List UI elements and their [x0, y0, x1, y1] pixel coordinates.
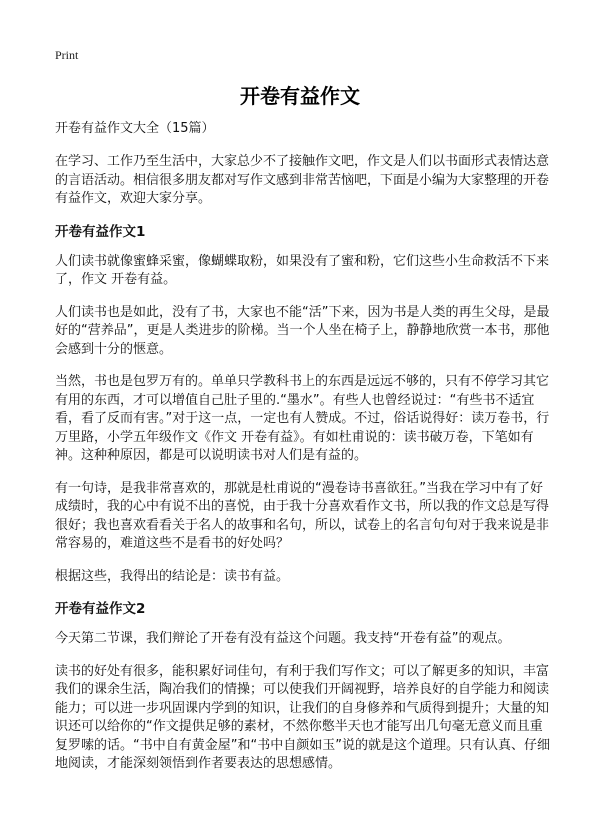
page-title: 开卷有益作文 [240, 84, 360, 108]
intro-paragraph: 在学习、工作乃至生活中，大家总少不了接触作文吧，作文是人们以书面形式表情达意的言语活动。相信很多朋友都对写作文感到非常苦恼吧，下面是小编为大家整理的开卷有益作文，欢迎大家分享。 [55, 154, 550, 206]
document-body [55, 120, 555, 788]
section-heading: 开卷有益作文1 [55, 223, 146, 240]
paragraph: 读书的好处有很多，能积累好词佳句，有利于我们写作文；可以了解更多的知识，丰富我们的课余生活，陶冶我们的情操；可以使我们开阔视野，培养良好的自学能力和阅读能力；可以进一步巩固课内学到的知识，让我们的自身修养和气质得到提升；大量的知识还可以给你的“作文提供足够的素材，不然你憋半天也才能写出几句毫无意义而且重复罗嗦的话。“书中自有黄金屋”和“书中自颜如玉”说的就是这个道理。只有认真、仔细地阅读，才能深刻领悟到作者要表达的思想感情。 [55, 663, 550, 771]
paragraph: 根据这些，我得出的结论是：读书有益。 [55, 568, 290, 584]
paragraph: 今天第二节课，我们辩论了开卷有没有益这个问题。我支持“开卷有益”的观点。 [55, 631, 511, 646]
section-heading: 开卷有益作文2 [55, 601, 146, 617]
document-subtitle: 开卷有益作文大全（15篇） [55, 121, 215, 136]
paragraph: 人们读书就像蜜蜂采蜜，像蝴蝶取粉，如果没有了蜜和粉，它们这些小生命救活不下来了，作文 开卷有益。 [55, 253, 550, 287]
paragraph: 人们读书也是如此，没有了书，大家也不能“活”下来，因为书是人类的再生父母，是最好的“营养品”，更是人类进步的阶梯。当一个人坐在椅子上，静静地欣赏一本书，那他会感到十分的惬意。 [55, 304, 550, 357]
paragraph: 有一句诗，是我非常喜欢的，那就是杜甫说的“漫卷诗书喜欲狂。”当我在学习中有了好成绩时，我的心中有说不出的喜悦，由于我十分喜欢看作文书，所以我的作文总是写得很好；我也喜欢看看关于名人的故事和名句，所以，试卷上的名言句句对于我来说是非常容易的，难道这些不是看书的好处吗？ [55, 480, 550, 551]
paragraph: 当然，书也是包罗万有的。单单只学教科书上的东西是远远不够的，只有不停学习其它有用的东西，才可以增值自己肚子里的.“墨水”。有些人也曾经说过：“有些书不适宜看，看了反而有害。”对于这一点，一定也有人赞成。不过，俗话说得好：读万卷书，行万里路，小学五年级作文《作文 开卷有益》。有如杜甫说的：读书破万卷，下笔如有神。这种种原因，都是可以说明读书对人们是有益的。 [55, 374, 550, 463]
print-link[interactable]: Print [55, 48, 79, 62]
